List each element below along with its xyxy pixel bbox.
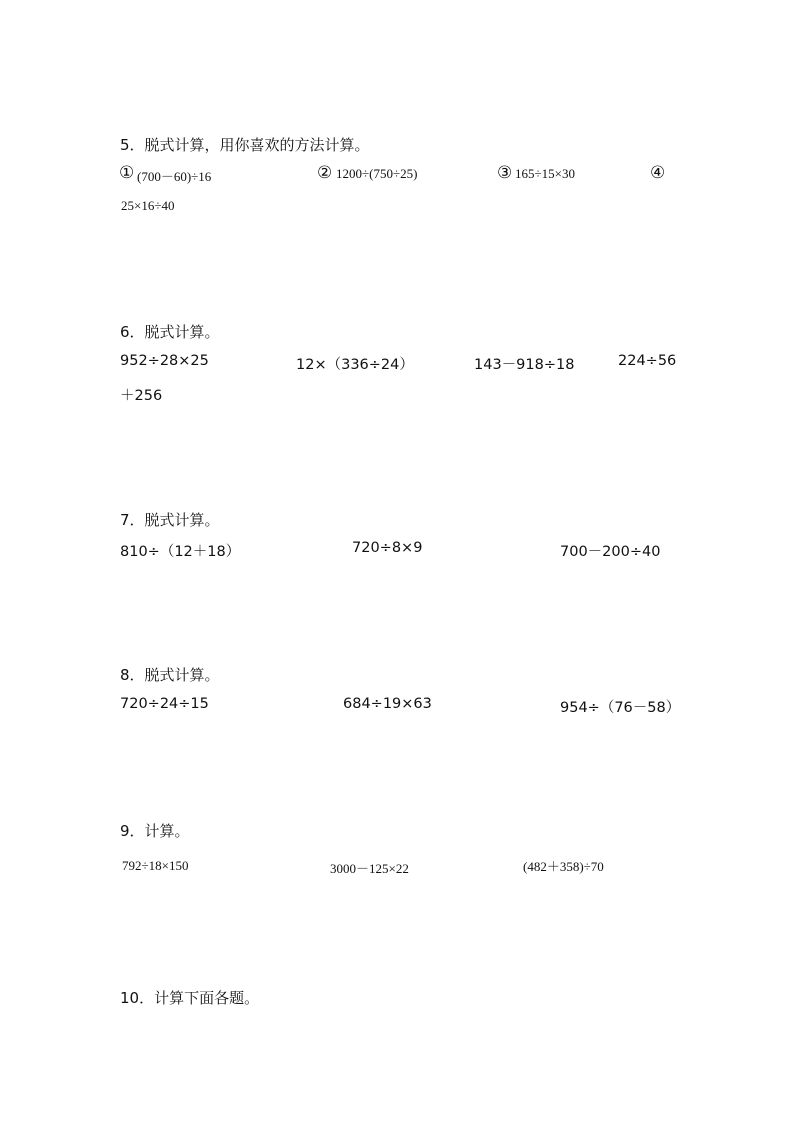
q9-title: 9．计算。 [120,822,190,840]
q5-item1-expression: (700－60)÷16 [137,169,212,184]
q5-item4-number: ④ [650,163,666,183]
q5-item1-number: ① [119,163,135,183]
q6-expression-2: 12×（336÷24） [296,357,414,373]
q5-item2-number: ② [317,163,333,183]
q5-item4-expression: 25×16÷40 [121,198,175,213]
q9-expression-3: (482＋358)÷70 [523,859,604,874]
q7-expression-2: 720÷8×9 [352,540,423,556]
q5-item3-number: ③ [497,163,513,183]
q6-expression-3: 143－918÷18 [474,357,575,373]
q5-item3-expression: 165÷15×30 [515,166,575,181]
q7-title: 7．脱式计算。 [120,511,220,529]
q8-title: 8．脱式计算。 [120,666,220,684]
q5-item2-expression: 1200÷(750÷25) [336,166,418,181]
q9-expression-1: 792÷18×150 [122,858,189,873]
q8-expression-3: 954÷（76－58） [560,700,681,716]
q6-title: 6．脱式计算。 [120,323,220,341]
q8-expression-2: 684÷19×63 [343,696,432,712]
q6-expression-4: 224÷56 [618,353,677,369]
q6-expression-4-continued: ＋256 [120,388,163,404]
q9-expression-2: 3000－125×22 [330,861,409,876]
q6-expression-1: 952÷28×25 [120,353,209,369]
q5-title: 5．脱式计算，用你喜欢的方法计算。 [120,136,370,154]
q8-expression-1: 720÷24÷15 [120,696,209,712]
q10-title: 10．计算下面各题。 [120,989,260,1007]
q7-expression-1: 810÷（12＋18） [120,544,241,560]
q7-expression-3: 700－200÷40 [560,544,661,560]
